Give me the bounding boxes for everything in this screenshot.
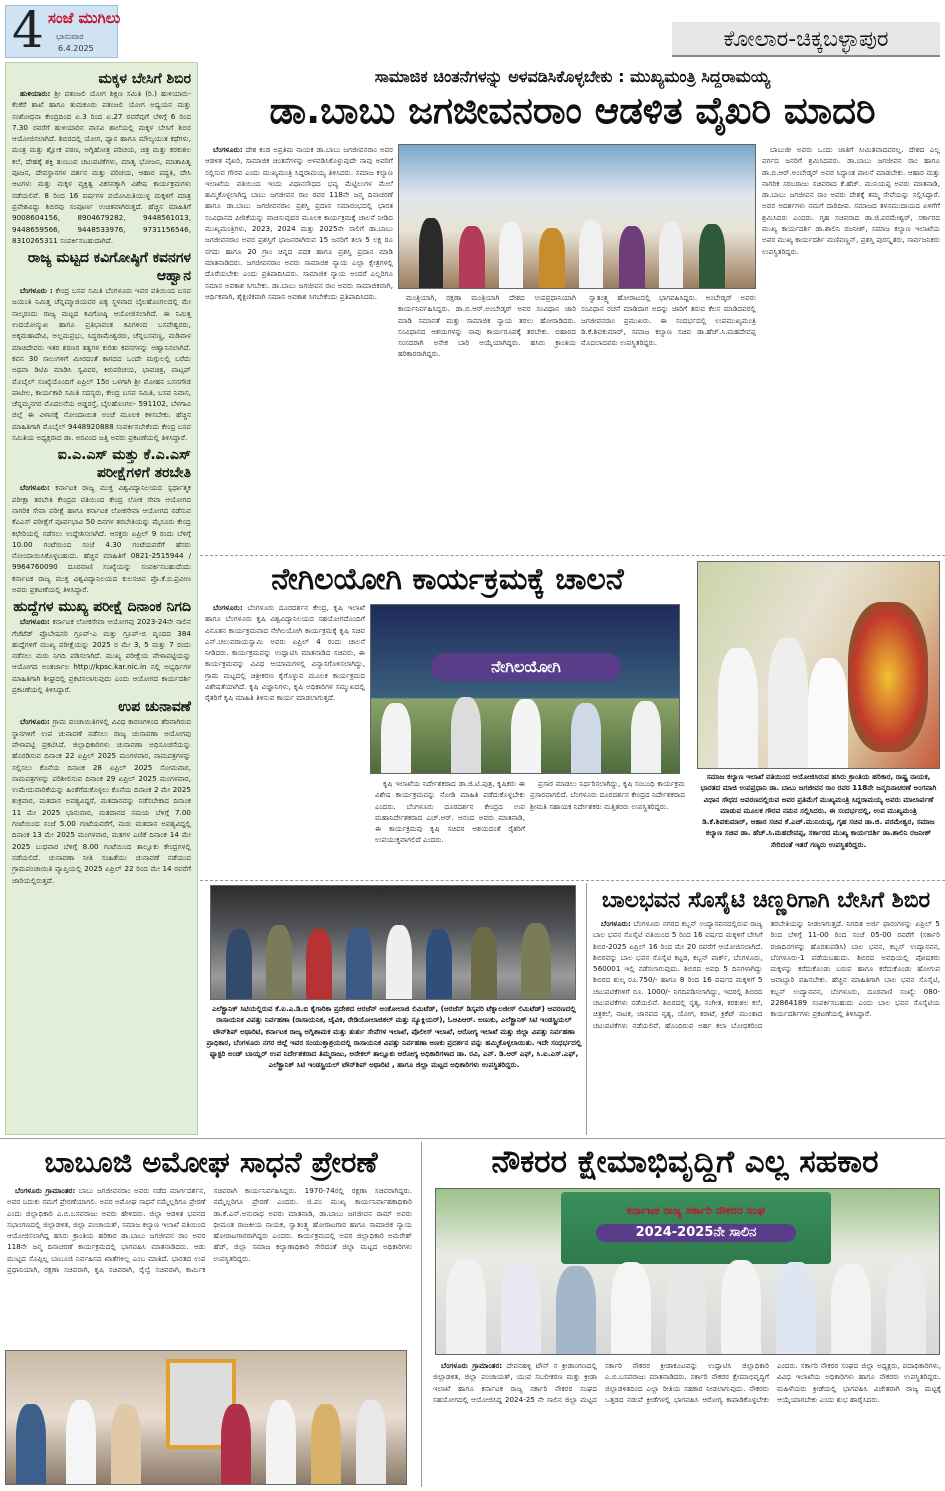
briefs-column xyxy=(5,62,198,1135)
brief xyxy=(12,70,191,246)
negilayogi-launch-photo xyxy=(370,604,680,774)
banner-line-1: ಕರ್ನಾಟಕ ರಾಜ್ಯ ಸರ್ಕಾರಿ ನೌಕರರ ಸಂಘ xyxy=(626,1204,766,1217)
statue-tribute-photo xyxy=(697,561,940,769)
dateline: ಬೆಂಗಳೂರು: xyxy=(213,145,243,154)
section-title: ಕೋಲಾರ-ಚಿಕ್ಕಬಳ್ಳಾಪುರ xyxy=(672,22,940,57)
article-text: ಬೆಂಗಳೂರು ನಗರದ ಕಬ್ಬನ್ ಉದ್ಯಾನವನದಲ್ಲಿರುವ ರಾಜ್ಯ ಬಾಲ ಭವನ ಸೊಸೈಟಿ ವತಿಯಿಂದ 5 ರಿಂದ 16 ವರ್ಷದ ಮಕ್ಕಳಿಗೆ ಬೇಸಿಗೆ ಶಿಬಿರ-2025 ಏಪ್ರಿಲ್ 16 ರಿಂದ ಮೇ 20 ರವರೆಗೆ ಆಯೋಜಿಸಲಾಗಿದೆ. ಶಿಬಿರವನ್ನು ಬಾಲ ಭವನ ಸೊಸೈಟಿ ಕಟ್ಟಡ, ಕಬ್ಬನ್ ಪಾರ್ಕ್, ಬೆಂಗಳೂರು, 560001 ಇಲ್ಲಿ ನಡೆಸಲಾಗುವುದು. ಶಿಬಿರದ ಅವಧಿ 5 ದಿನಗಳಾಗಿದ್ದು ಶಿಬಿರದ ಶುಲ್ಕ ರೂ.750/- ಹಾಗೂ 8 ರಿಂದ 16 ವರ್ಷದ ಮಕ್ಕಳಿಗೆ 5 ಚಟುವಟಿಕೆಗಳಿಗೆ ರೂ. 1000/- ನಿಗದಿಪಡಿಸಲಾಗಿದ್ದು, ಇದರಲ್ಲಿ ಶಿಬಿರದ ಚಟುವಟಿಕೆಗಳು ನಡೆಯಲಿವೆ. ಶಿಬಿರದಲ್ಲಿ ನೃತ್ಯ, ಸಂಗೀತ, ಕರಕುಶಲ ಕಲೆ, ಚಿತ್ರಕಲೆ, ನಾಟಕ, ಜಾನಪದ ನೃತ್ಯ, ಯೋಗ, ಕರಾಟೆ, ಕ್ರಿಕೆಟ್ ಮುಂತಾದ ಚಟುವಟಿಕೆಗಳು ನಡೆಯಲಿವೆ. ಹೊಂದಿರುವ ಅರ್ಹ ಕಲಾ ಬೋಧಕರಿಂದ ತರಬೇತಿಯನ್ನು ನೀಡಲಾಗುತ್ತದೆ. ನಿಗದಿತ ಅರ್ಜಿ ಫಾರಂಗಳನ್ನು ಏಪ್ರಿಲ್ 5 ರಿಂದ ಬೆಳಿಗ್ಗೆ 11-00 ರಿಂದ ಸಂಜೆ 05-00 ರವರೆಗೆ (ಸರ್ಕಾರಿ ರಜಾದಿನಗಳನ್ನು ಹೊರತುಪಡಿಸಿ) ಬಾಲ ಭವನ, ಕಬ್ಬನ್ ಉದ್ಯಾನವನ, ಬೆಂಗಳೂರು-1 ಪಡೆಯಬಹುದು. ಶಿಬಿರದ ಅವಧಿಯಲ್ಲಿ ಪೋಷಕರು ಮಕ್ಕಳನ್ನು ಕರೆದುಕೊಂಡು ಬರುವ ಹಾಗೂ ಕರೆದುಕೊಂಡು ಹೋಗುವ ಜವಾಬ್ದಾರಿ ವಹಿಸಬೇಕು. ಹೆಚ್ಚಿನ ಮಾಹಿತಿಗಾಗಿ ಬಾಲ ಭವನ ಸೊಸೈಟಿ, ಕಬ್ಬನ್ ಉದ್ಯಾನವನ, ಬೆಂಗಳೂರು, ದೂರವಾಣಿ ಸಂಖ್ಯೆ: 080-22864189 ಸಂಪರ್ಕಿಸಬಹುದು ಎಂದು ಬಾಲ ಭವನ ಸೊಸೈಟಿಯ ಕಾರ್ಯದರ್ಶಿಗಳು ಪ್ರಕಟಣೆಯಲ್ಲಿ ತಿಳಿಸಿದ್ದಾರೆ. xyxy=(593,919,940,1030)
banner-line-2: 2024-2025ನೇ ಸಾಲಿನ xyxy=(596,1224,796,1242)
divider xyxy=(586,883,587,1135)
article-text: ಬೆಂಗಳೂರು ದೂರದರ್ಶನ ಕೇಂದ್ರ, ಕೃಷಿ ಇಲಾಖೆ ಹಾಗೂ ಬೆಂಗಳೂರು ಕೃಷಿ ವಿಶ್ವವಿದ್ಯಾನಿಲಯದ ಸಹಯೋಗದೊಂದಿಗೆ ವಿನೂತನ ಕಾರ್ಯಕ್ರಮವಾದ ನೇಗಿಲಯೋಗಿ ಕಾರ್ಯಕ್ರಮಕ್ಕೆ ಕೃಷಿ ಸಚಿವ ಎನ್.ಚಲುವರಾಯಸ್ವಾಮಿ ಅವರು ಏಪ್ರಿಲ್ 4 ರಂದು ಚಾಲನೆ ನೀಡಿದರು. ಕಾರ್ಯಕ್ರಮವನ್ನು ಉದ್ಘಾಟಿಸಿ ಮಾತನಾಡಿದ ಸಚಿವರು, ಈ ಕಾರ್ಯಕ್ರಮವನ್ನು ವಿವಿಧ ಆಯಾಮಗಳಲ್ಲಿ ವಿನ್ಯಾಸಗೊಳಿಸಲಾಗಿದ್ದು, ಗ್ರಾಮ ಮಟ್ಟದಲ್ಲಿ ಚಿತ್ರೀಕರಣ ಕೈಗೊಳ್ಳುವ ಮೂಲಕ ಕಾರ್ಯಕ್ರಮದ ವಿಶೇಷತೆಯಾಗಿದೆ. ಕೃಷಿ ವಿಜ್ಞಾನಿಗಳು, ಕೃಷಿ ಅಧಿಕಾರಿಗಳ ಸಮ್ಮುಖದಲ್ಲಿ ರೈತರಿಗೆ ಕೃಷಿ ಮಾಹಿತಿ ತಿಳಿಸುವ ಕಾರ್ಯ ಮಾಡಲಾಗುತ್ತದೆ. xyxy=(205,603,365,703)
lead-column-2: ಮಂತ್ರಿಯಾಗಿ, ರಕ್ಷಣಾ ಮಂತ್ರಿಯಾಗಿ ದೇಶದ ಉಪಪ್ರಧಾನಿಯಾಗಿ ಕಾರ್ಯನಿರ್ವಹಿಸಿದ್ದರು. ಡಾ.ಬಿ.ಆರ್.ಅಂಬೇಡ್ಕರ್ ಅವರ ಸಂವಿಧಾನ ಜಾರಿ ಮಾಡಿ ಸಮಾನತೆ ಮತ್ತು ಸಾಮಾಜಿಕ ನ್ಯಾಯ ತರಲು ಹೋರಾಡಿದರು. ಸಂವಿಧಾನದ ಆಶಯಗಳನ್ನು ನಾವು ಕಾರ್ಯರೂಪಕ್ಕೆ ತರಬೇಕು. ಬಿಹಾರದ ಸಂಸದರಾಗಿ ಅನೇಕ ಬಾರಿ ಆಯ್ಕೆಯಾಗಿದ್ದರು. ಹಸಿರು ಕ್ರಾಂತಿಯ ಹರಿಕಾರರಾಗಿದ್ದರು. xyxy=(398,293,576,359)
divider xyxy=(0,1138,945,1139)
masthead-day: ಭಾನುವಾರ xyxy=(56,32,84,41)
brief-title: ಐ.ಎ.ಎಸ್ ಮತ್ತು ಕೆ.ಎ.ಎಸ್ ಪರೀಕ್ಷೆಗಳಿಗೆ ತರಬೇತಿ xyxy=(57,447,191,482)
dateline: ಬೆಂಗಳೂರು ಗ್ರಾಮಾಂತರ: xyxy=(15,1186,76,1195)
tribute-photo-caption: ಸಮಾಜ ಕಲ್ಯಾಣ ಇಲಾಖೆ ವತಿಯಿಂದ ಆಯೋಜಿಸಿರುವ ಹಸಿರು ಕ್ರಾಂತಿಯ ಹರಿಕಾರ, ರಾಷ್ಟ್ರ ನಾಯಕ, ಭಾರತದ ಮಾಜಿ ಉಪಪ್ರಧಾನಿ ಡಾ. ಬಾಬು ಜಗಜೀವನ ರಾಂ ರವರ 118ನೇ ಜನ್ಮದಿನಾಚರಣೆ ಅಂಗವಾಗಿ ವಿಧಾನ ಸೌಧದ ಆವರಣದಲ್ಲಿರುವ ಅವರ ಪ್ರತಿಮೆಗೆ ಮುಖ್ಯಮಂತ್ರಿ ಸಿದ್ದರಾಮಯ್ಯ ಅವರು ಮಾಲಾರ್ಪಣೆ ಮಾಡುವ ಮೂಲಕ ಗೌರವ ನಮನ ಸಲ್ಲಿಸಿದರು. ಈ ಸಂದರ್ಭದಲ್ಲಿ, ಉಪ ಮುಖ್ಯಮಂತ್ರಿ ಡಿ.ಕೆ.ಶಿವಕುಮಾರ್, ಆಹಾರ ಸಚಿವ ಕೆ.ಎಚ್.ಮುನಿಯಪ್ಪ, ಗೃಹ ಸಚಿವ ಡಾ.ಜಿ. ಪರಮೇಶ್ವರ, ಸಮಾಜ ಕಲ್ಯಾಣ ಸಚಿವ ಡಾ. ಹೆಚ್.ಸಿ.ಮಹದೇವಪ್ಪ, ಸರ್ಕಾರದ ಮುಖ್ಯ ಕಾರ್ಯದರ್ಶಿ ಡಾ.ಶಾಲಿನಿ ರಜನೀಶ್ ಸೇರಿದಂತೆ ಇತರೆ ಗಣ್ಯರು ಉಪಸ್ಥಿತರಿದ್ದರು. xyxy=(700,772,937,849)
divider xyxy=(421,1142,422,1487)
chemical-drill-photo xyxy=(210,885,576,1000)
brief-title: ಮಕ್ಕಳ ಬೇಸಿಗೆ ಶಿಬಿರ xyxy=(98,71,191,87)
brief-title: ಉಪ ಚುನಾವಣೆ xyxy=(118,699,191,716)
brief xyxy=(12,698,191,885)
negilayogi-headline: ನೇಗಿಲಯೋಗಿ ಕಾರ್ಯಕ್ರಮಕ್ಕೆ ಚಾಲನೆ xyxy=(271,562,624,597)
naukarara-body xyxy=(433,1360,941,1488)
brief-title: ಹುದ್ದೆಗಳ ಮುಖ್ಯ ಪರೀಕ್ಷೆ ದಿನಾಂಕ ನಿಗದಿ xyxy=(13,599,191,616)
award-ceremony-photo xyxy=(398,144,756,289)
dateline: ಬೆಂಗಳೂರು: xyxy=(20,483,50,493)
masthead xyxy=(5,1,121,59)
brief-body: ಕೇಂದ್ರ ಬಸವ ಸಮಿತಿ ಬೆಂಗಳೂರು ಇವರ ವತಿಯಿಂದ ಬಸವ ಜಯಂತಿ ನಿಮಿತ್ತ ಚೆನ್ನಮ್ಮಾಜಿಯವರ ಐಕ್ಯ ಸ್ಥಳವಾದ ಬೈಲಹೊಂಗಲದಲ್ಲಿ ಮೇ ನಾಲ್ಕರಂದು ರಾಜ್ಯ ಮಟ್ಟದ ಕವಿಗೋಷ್ಠಿ ಆಯೋಜಿಸಲಾಗಿದೆ. ಈ ನಿಮಿತ್ತ ಉದಯೋನ್ಮುಖ ಹಾಗೂ ಪ್ರತಿಭಾವಂತ ಕವಿಗಳಿಂದ ಬಸವೇಶ್ವರರು, ಅಕ್ಕಮಹಾದೇವಿ, ಅಲ್ಲಮಪ್ರಭು, ಸಿದ್ಧರಾಮೇಶ್ವರರು, ಚೆನ್ನಬಸವಣ್ಣ, ಮಡಿವಾಳ ಮಾಚಿದೇವರು ಇತರ ಶರಣರ ತತ್ವಗಳ ಕುರಿತು ಕವನಗಳನ್ನು ಆಹ್ವಾನಿಸಲಾಗಿದೆ. ಕವನ 30 ಸಾಲುಗಳಿಗೆ ಮೀರದಂತೆ ಕಾಗದದ ಒಂದೇ ಮಗ್ಗುಲಲ್ಲಿ ಬರೆದು ಅಥವಾ ಡಿಟಿಪಿ ಮಾಡಿಸಿ ಸ್ವವಿವರ, ಕಿರುಪರಿಚಯ, ಭಾವಚಿತ್ರ, ವಾಟ್ಸಪ್ ಮೊಬೈಲ್ ಸಂಖ್ಯೆಯೊಂದಿಗೆ ಏಪ್ರಿಲ್ 15ರ ಒಳಗಾಗಿ ಶ್ರೀ ಮೋಹನ ಬಸನಗೌಡ ಪಾಟೀಲ, ಕಾರ್ಯಕಾರಿ ಸಮಿತಿ ಸದಸ್ಯರು, ಕೇಂದ್ರ ಬಸವ ಸಮಿತಿ, ಬಸವ ನಿವಾಸ, ಚೆನ್ನಮ್ಮನಗರ ಮೊದಲನೆಯ ಅಡ್ಡರಸ್ತೆ, ಬೈಲಹೊಂಗಲ- 591102, ಬೆಳಗಾವಿ ಜಿಲ್ಲೆ ಈ ವಿಳಾಸಕ್ಕೆ ನೋಂದಾಯಿತ ಅಂಚೆ ಮೂಲಕ ಕಳಿಸಬೇಕು. ಹೆಚ್ಚಿನ ಮಾಹಿತಿಗಾಗಿ ಮೊಬೈಲ್ 9448920888 ಸಂಪರ್ಕಿಸಬೇಕೆಂದು ಕೇಂದ್ರ ಬಸವ ಸಮಿತಿಯ ಅಧ್ಯಕ್ಷರಾದ ಡಾ. ಅರವಿಂದ ಜತ್ತಿ ಅವರು ಪ್ರಕಟಣೆಯಲ್ಲಿ ತಿಳಿಸಿದ್ದಾರೆ. xyxy=(12,286,191,443)
dateline: ಬೆಂಗಳೂರು : xyxy=(20,286,53,296)
balabhavana-headline: ಬಾಲಭವನ ಸೊಸೈಟಿ ಚಿಣ್ಣರಿಗಾಗಿ ಬೇಸಿಗೆ ಶಿಬಿರ xyxy=(601,888,931,913)
negilayogi-column-1 xyxy=(205,602,365,877)
babuji-body xyxy=(7,1185,412,1345)
brief xyxy=(12,598,191,695)
dateline: ಬೆಂಗಳೂರು: xyxy=(601,919,631,928)
article-text: ದೇಶ ಕಂಡ ಅಪ್ರತಿಮ ನಾಯಕ ಡಾ.ಬಾಬು ಜಗಜೀವನರಾಂ ಅವರ ಆಡಳಿತ ವೈಖರಿ, ಸಾಮಾಜಿಕ ಚಿಂತನೆಗಳನ್ನು ಅಳವಡಿಸಿಕೊಳ್ಳುವುದೇ ನಾವು ಅವರಿಗೆ ಸಲ್ಲಿಸುವ ಗೌರವ ಎಂದು ಮುಖ್ಯಮಂತ್ರಿ ಸಿದ್ದರಾಮಯ್ಯ ತಿಳಿಸಿದರು. ಸಮಾಜ ಕಲ್ಯಾಣ ಇಲಾಖೆಯ ವತಿಯಿಂದ ಇಂದು ವಿಧಾನಸೌಧದ ಭವ್ಯ ಮೆಟ್ಟಿಲುಗಳ ಮೇಲೆ ಹಮ್ಮಿಕೊಳ್ಳಲಾಗಿದ್ದ ಬಾಬು ಜಗಜೀವನ ರಾಂ ರವರ 118ನೇ ಜನ್ಮ ದಿನಾಚರಣೆ ಹಾಗೂ ಡಾ.ಬಾಬು ಜಗಜೀವನರಾಂ ಪ್ರಶಸ್ತಿ ಪ್ರದಾನ ಸಮಾರಂಭದಲ್ಲಿ ಭಾರತ ಸಂವಿಧಾನದ ಪೀಠಿಕೆಯನ್ನು ವಾಚಿಸುವುದರ ಮೂಲಕ ಕಾರ್ಯಕ್ರಮಕ್ಕೆ ಚಾಲನೆ ನೀಡಿದ ಮುಖ್ಯಮಂತ್ರಿಗಳು, 2023, 2024 ಮತ್ತು 2025ನೇ ಸಾಲಿಗೆ ಡಾ.ಬಾಬು ಜಗಜೀವನರಾಂ ಅವರ ಪ್ರಶಸ್ತಿಗೆ ಭಾಜನರಾಗಿರುವ 15 ಜನರಿಗೆ ತಲಾ 5 ಲಕ್ಷ ರೂ ನಗದು ಹಾಗೂ 20 ಗ್ರಾಂ ಚಿನ್ನದ ಪದಕ ಹಾಗೂ ಪ್ರಶಸ್ತಿ ಪ್ರದಾನ ಮಾಡಿ ಮಾತನಾಡಿದರು. ಜಗಜೀವನರಾಂ ಅವರು ಸಾಮಾಜಿಕ ನ್ಯಾಯ ಎಲ್ಲಾ ಕ್ಷೇತ್ರಗಳಲ್ಲಿ ದೊರೆಯಬೇಕು ಎಂದು ಪ್ರತಿಪಾದಿಸಿದರು. ಸಾಮಾಜಿಕ ನ್ಯಾಯ ಅಂದರೆ ಎಲ್ಲರಿಗೂ ಸಮಾನ ಅವಕಾಶ ಸಿಗಬೇಕು. ಡಾ.ಬಾಬು ಜಗಜೀವನ ರಾಂ ಅವರು ಸಾಮಾಜಿಕವಾಗಿ, ಆರ್ಥಿಕವಾಗಿ, ಶೈಕ್ಷಣಿಕವಾಗಿ ಸಮಾನ ಅವಕಾಶ ಸಿಗಬೇಕೆಂದು ಪ್ರತಿಪಾದಿಸಿದರು. xyxy=(205,145,393,301)
negilayogi-column-3: ಪ್ರಸಾರ ಮಾಡಲು ನಿರ್ಧರಿಸಲಾಗಿದ್ದು, ಕೃಷಿ ಸಂಬಂಧಿ ಕಾರ್ಯಕ್ರಮ ಪ್ರಸಾರವಾಗಲಿದೆ. ಬೆಂಗಳೂರು ದೂರದರ್ಶನ ಕೇಂದ್ರದ ನಿರ್ದೇಶಕರಾದ ಶ್ರೀಮತಿ ಸಹಾಯಕ ನಿರ್ದೇಶಕರು ಮತ್ತಿತರರು ಉಪಸ್ಥಿತರಿದ್ದರು. xyxy=(530,779,685,811)
lead-headline: ಡಾ.ಬಾಬು ಜಗಜೀವನರಾಂ ಆಡಳಿತ ವೈಖರಿ ಮಾದರಿ xyxy=(269,89,876,132)
dateline: ಬೆಂಗಳೂರು: xyxy=(20,617,50,627)
dateline: ಬೆಂಗಳೂರು: xyxy=(213,603,243,612)
babuji-headline: ಬಾಬೂಜಿ ಅಮೋಘ ಸಾಧನೆ ಪ್ರೇರಣೆ xyxy=(44,1145,378,1179)
negilayogi-banner: ನೇಗಿಲಯೋಗಿ xyxy=(431,653,621,681)
masthead-date: 6.4.2025 xyxy=(58,44,94,53)
brief-body: ಗ್ರಾಮ ಪಂಚಾಯಿತಿಗಳಲ್ಲಿ ವಿವಿಧ ಕಾರಣಗಳಿಂದ ತೆರವಾಗಿರುವ ಸ್ಥಾನಗಳಿಗೆ ಉಪ ಚುನಾವಣೆ ನಡೆಸಲು ರಾಜ್ಯ ಚುನಾವಣಾ ಆಯೋಗವು ವೇಳಾಪಟ್ಟಿ ಪ್ರಕಟಿಸಿದೆ. ಜಿಲ್ಲಾಧಿಕಾರಿಗಳು ಚುನಾವಣಾ ಅಧಿಸೂಚನೆಯನ್ನು ಹೊರಡಿಸುವ ದಿನಾಂಕ 22 ಏಪ್ರಿಲ್ 2025 ಮಂಗಳವಾರ, ನಾಮಪತ್ರಗಳನ್ನು ಸಲ್ಲಿಸಲು ಕೊನೆಯ ದಿನಾಂಕ 28 ಏಪ್ರಿಲ್ 2025 ಸೋಮವಾರ, ನಾಮಪತ್ರಗಳನ್ನು ಪರಿಶೀಲಿಸುವ ದಿನಾಂಕ 29 ಏಪ್ರಿಲ್ 2025 ಮಂಗಳವಾರ, ಉಮೇದುವಾರಿಕೆಯನ್ನು ಹಿಂತೆಗೆದುಕೊಳ್ಳಲು ಕೊನೆಯ ದಿನಾಂಕ 2 ಮೇ 2025 ಶುಕ್ರವಾರ, ಮತದಾನ ಅವಶ್ಯವಿದ್ದರೆ, ಮತದಾನವನ್ನು ನಡೆಸಬೇಕಾದ ದಿನಾಂಕ 11 ಮೇ 2025 ಭಾನುವಾರ, ಮತದಾನದ ಸಮಯ ಬೆಳಿಗ್ಗೆ 7.00 ಗಂಟೆಯಿಂದ ಸಂಜೆ 5.00 ಗಂಟೆಯವರೆಗೆ, ಮರು ಮತದಾನ ಅವಶ್ಯವಿದ್ದಲ್ಲಿ ದಿನಾಂಕ 13 ಮೇ 2025 ಮಂಗಳವಾರ, ಮತಗಳ ಎಣಿಕೆ ದಿನಾಂಕ 14 ಮೇ 2025 ಬುಧವಾರ ಬೆಳಿಗ್ಗೆ 8.00 ಗಂಟೆಯಿಂದ ತಾಲ್ಲೂಕು ಕೇಂದ್ರಗಳಲ್ಲಿ ನಡೆಯಲಿದೆ. ಚುನಾವಣಾ ನೀತಿ ಸಂಹಿತೆಯು ಚುನಾವಣೆ ನಡೆಯುವ ಗ್ರಾಮಪಂಚಾಯಿತಿ ವ್ಯಾಪ್ತಿಯಲ್ಲಿ 2025 ಏಪ್ರಿಲ್ 22 ರಿಂದ ಮೇ 14 ರವರೆಗೆ ಜಾರಿಯಲ್ಲಿರುತ್ತದೆ. xyxy=(12,717,191,885)
dateline: ಬೆಂಗಳೂರು ಗ್ರಾಮಾಂತರ: xyxy=(441,1361,503,1370)
brief xyxy=(12,249,191,443)
naukarara-headline: ನೌಕರರ ಕ್ಷೇಮಾಭಿವೃದ್ಧಿಗೆ ಎಲ್ಲ ಸಹಕಾರ xyxy=(491,1144,879,1180)
lead-column-1 xyxy=(205,144,393,550)
article-text: ದೇವನಹಳ್ಳಿ ಟೌನ್ ನ ಕ್ರೀಡಾಂಗಣದಲ್ಲಿ ಜಿಲ್ಲಾಡಳಿತ, ಜಿಲ್ಲಾ ಪಂಚಾಯತ್, ಯುವ ಸಬಲೀಕರಣ ಮತ್ತು ಕ್ರೀಡಾ ಇಲಾಖೆ ಹಾಗೂ ಕರ್ನಾಟಕ ರಾಜ್ಯ ಸರ್ಕಾರಿ ನೌಕರರ ಸಂಘದ ಸಹಯೋಗದಲ್ಲಿ ಆಯೋಜಿಸಿದ್ದ 2024-25 ನೇ ಸಾಲಿನ ಜಿಲ್ಲಾ ಮಟ್ಟದ ಸರ್ಕಾರಿ ನೌಕರರ ಕ್ರೀಡಾಕೂಟವನ್ನು ಉದ್ಘಾಟಿಸಿ ಜಿಲ್ಲಾಧಿಕಾರಿ ಎ.ಬಿ.ಬಸವರಾಜು ಮಾತನಾಡಿದರು. ಸರ್ಕಾರಿ ನೌಕರರ ಕ್ಷೇಮಾಭಿವೃದ್ಧಿಗೆ ಜಿಲ್ಲಾಡಳಿತದಿಂದ ಎಲ್ಲಾ ರೀತಿಯ ಸಹಕಾರ ನೀಡಲಾಗುವುದು. ನೌಕರರು ಒತ್ತಡದ ನಡುವೆ ಕ್ರೀಡೆಗಳಲ್ಲಿ ಭಾಗವಹಿಸಿ ಆರೋಗ್ಯ ಕಾಪಾಡಿಕೊಳ್ಳಬೇಕು ಎಂದರು. ಸರ್ಕಾರಿ ನೌಕರರ ಸಂಘದ ಜಿಲ್ಲಾ ಅಧ್ಯಕ್ಷರು, ಪದಾಧಿಕಾರಿಗಳು, ವಿವಿಧ ಇಲಾಖೆಯ ಅಧಿಕಾರಿಗಳು ಹಾಗೂ ನೌಕರರು ಉಪಸ್ಥಿತರಿದ್ದರು. ಮಹಿಳೆಯರು ಕ್ರೀಡೆಯಲ್ಲಿ ಭಾಗವಹಿಸಿ ವಿಜೇತರಾಗಿ ರಾಜ್ಯ ಮಟ್ಟಕ್ಕೆ ಆಯ್ಕೆಯಾಗಬೇಕು ಎಂದು ಶುಭ ಹಾರೈಸಿದರು. xyxy=(433,1361,941,1404)
balabhavana-body xyxy=(593,918,940,1133)
newspaper-logo: ಸಂಜೆ ಮುಗಿಲು xyxy=(48,9,121,27)
brief-body: ಶ್ರೀ ಪತಂಜಲಿ ಯೋಗ ಶಿಕ್ಷಣ ಸಮಿತಿ (ರಿ.) ಹುಳಿಯಾರು-ಕೆಂಕೆರೆ ಶಾಖೆ ಹಾಗೂ ತುಮಕೂರು ಪತಂಜಲಿ ಯೋಗ ಅಧ್ಯಯನ ಮತ್ತು ಸಂಶೋಧನಾ ಕೇಂದ್ರದಿಂದ ಏ.3 ರಿಂದ ಏ.27 ರವರೆವುಗೆ ಬೆಳಿಗ್ಗೆ 6 ರಿಂದ 7.30 ರವರೆಗೆ ಹುಳಿಯಾರಿನ ವಾಸವಿ ಶಾಲೆಯಲ್ಲಿ ಮಕ್ಕಳ ಬೇಸಿಗೆ ಶಿಬಿರ ಆಯೋಜಿಸಲಾಗಿದೆ. ಶಿಬಿರದಲ್ಲಿ ಯೋಗ, ಧ್ಯಾನ ಹಾಗೂ ಮೌಲ್ಯಯುತ ಕಥೆಗಳು, ಮಂತ್ರ ಮತ್ತು ಶ್ಲೋಕ ಪಠಣ, ಅಗ್ನಿಹೋತ್ರ ಪರಿಚಯ, ಚಿತ್ರ ಮತ್ತು ಕರಕುಶಲ ಕಲೆ, ದೇಹಕ್ಕೆ ಶಕ್ತಿ ತುಂಬುವ ಚಟುವಟಿಕೆಗಳು, ಮಾತೃ ಭೋಜನ, ಮಾತಾಪಿತೃ ಪೂಜನ, ದೇವಸ್ಥಾನಗಳ ದರ್ಶನ ಮತ್ತು ಪರಿಚಯ, ಆಹಾರ ಪದ್ಧತಿ, ದೇಸಿ ಆಟಗಳು ಮತ್ತು ಮಕ್ಕಳ ವ್ಯಕ್ತಿತ್ವ ವಿಕಸನಕ್ಕಾಗಿ ವಿಶೇಷ ಕಾರ್ಯಕ್ರಮಗಳು ನಡೆಯಲಿವೆ. 8 ರಿಂದ 16 ವರ್ಷಗಳ ವಯೋಮಿತಿಯುಳ್ಳ ಮಕ್ಕಳಿಗೆ ಮಾತ್ರ ಪ್ರವೇಶವಿದ್ದು ಶಿಬಿರವು ಸಂಪೂರ್ಣ ಉಚಿತವಾಗಿರುತ್ತದೆ. ಹೆಚ್ಚಿನ ಮಾಹಿತಿಗೆ 9008604156, 8904679282, 9448561013, 9448659566, 9448533976, 9731156546, 8310265311 ಸಂಪರ್ಕಿಸಬಹುದಾಗಿದೆ. xyxy=(12,89,191,245)
lead-column-3: ಸ್ವಾತಂತ್ರ್ಯ ಹೋರಾಟದಲ್ಲಿ ಭಾಗವಹಿಸಿದ್ದರು. ಅಂಬೇಡ್ಕರ್ ಅವರು ಸಂವಿಧಾನ ರಚನೆ ಮಾಡಿದಾಗ ಅದನ್ನು ಜಾರಿಗೆ ತರುವ ಕೆಲಸ ಮಾಡಿದವರಲ್ಲಿ ಜಗಜೀವನರಾಂ ಪ್ರಮುಖರು. ಈ ಸಂದರ್ಭದಲ್ಲಿ ಉಪಮುಖ್ಯಮಂತ್ರಿ ಡಿ.ಕೆ.ಶಿವಕುಮಾರ್, ಸಮಾಜ ಕಲ್ಯಾಣ ಸಚಿವ ಡಾ.ಹೆಚ್.ಸಿ.ಮಹದೇವಪ್ಪ ಮೊದಲಾದವರು ಉಪಸ್ಥಿತರಿದ್ದರು. xyxy=(581,293,756,348)
article-text: ಬಾಬು ಜಗಜೀವನರಾಂ ಅವರು ನಡೆದ ಮಾರ್ಗದರ್ಶನ, ಅವರ ಬದುಕು ನಮಗೆ ಪ್ರೇರಣೆಯಾಗಲಿ. ಅವರ ಅಮೋಘ ಸಾಧನೆ ನಮ್ಮೆಲ್ಲರಿಗೂ ಪ್ರೇರಣೆ ಎಂದು ಜಿಲ್ಲಾಧಿಕಾರಿ ಎ.ಬಿ.ಬಸವರಾಜು ಅವರು ಹೇಳಿದರು. ಜಿಲ್ಲಾ ಆಡಳಿತ ಭವನದ ಸಭಾಂಗಣದಲ್ಲಿ ಜಿಲ್ಲಾಡಳಿತ, ಜಿಲ್ಲಾ ಪಂಚಾಯತ್, ಸಮಾಜ ಕಲ್ಯಾಣ ಇಲಾಖೆ ವತಿಯಿಂದ ಆಯೋಜಿಸಲಾಗಿದ್ದ ಹಸಿರು ಕ್ರಾಂತಿಯ ಹರಿಕಾರ ಡಾ.ಬಾಬು ಜಗಜೀವನ ರಾಂ ಅವರ 118ನೇ ಜನ್ಮ ದಿನಾಚರಣೆ ಕಾರ್ಯಕ್ರಮದಲ್ಲಿ ಭಾಗವಹಿಸಿ ಮಾತನಾಡಿದರು. ಆಡು ಮುಟ್ಟದ ಸೊಪ್ಪಿಲ್ಲ ಬಾಬೂಜಿ ನಿರ್ವಹಿಸದ ಖಾತೆಗಳಿಲ್ಲ ಎಂಬ ಮಾತಿದೆ. ಭಾರತದ ಉಪ ಪ್ರಧಾನಿಯಾಗಿ, ರಕ್ಷಣಾ ಸಚಿವರಾಗಿ, ಕೃಷಿ ಸಚಿವರಾಗಿ, ರೈಲ್ವೆ ಸಚಿವರಾಗಿ, ಕಾರ್ಮಿಕ ಸಚಿವರಾಗಿ ಕಾರ್ಯನಿರ್ವಹಿಸಿದ್ದರು. 1970-74ರಲ್ಲಿ ರಕ್ಷಣಾ ಸಚಿವರಾಗಿದ್ದರು. ನಮ್ಮೆಲ್ಲರಿಗೂ ಪ್ರೇರಣೆ ಎಂದರು. ಜಿ.ಪಂ ಮುಖ್ಯ ಕಾರ್ಯನಿರ್ವಾಹಕಾಧಿಕಾರಿ ಡಾ.ಕೆ.ಎನ್.ಅನುರಾಧ ಅವರು ಮಾತನಾಡಿ, ಡಾ.ಬಾಬು ಜಗಜೀವನ ರಾಮ್ ಅವರು ಧೀಮಂತ ರಾಜಕೀಯ ನಾಯಕ, ಸ್ವಾತಂತ್ರ್ಯ ಹೋರಾಟಗಾರ ಹಾಗೂ ಸಾಮಾಜಿಕ ನ್ಯಾಯ ಹೋರಾಟಗಾರರಾಗಿದ್ದರು ಎಂದರು. ಕಾರ್ಯಕ್ರಮದಲ್ಲಿ ಅಪರ ಜಿಲ್ಲಾಧಿಕಾರಿ ಅಮರೇಶ್ ಹೆಚ್, ಜಿಲ್ಲಾ ಸಮಾಜ ಕಲ್ಯಾಣಾಧಿಕಾರಿ ಸೇರಿದಂತೆ ಜಿಲ್ಲಾ ಮಟ್ಟದ ಅಧಿಕಾರಿಗಳು ಉಪಸ್ಥಿತರಿದ್ದರು. xyxy=(7,1186,412,1275)
lead-kicker: ಸಾಮಾಜಿಕ ಚಿಂತನೆಗಳನ್ನು ಅಳವಡಿಸಿಕೊಳ್ಳಬೇಕು : ಮುಖ್ಯಮಂತ್ರಿ ಸಿದ್ದರಾಮಯ್ಯ xyxy=(374,67,771,86)
brief xyxy=(12,446,191,595)
sports-meet-photo xyxy=(435,1188,940,1355)
page-number: 4 xyxy=(12,1,44,59)
lead-header xyxy=(205,66,940,142)
divider xyxy=(200,880,945,881)
babuji-portrait-photo xyxy=(5,1350,407,1485)
brief-body: ಕರ್ನಾಟಕ ಲೋಕಸೇವಾ ಆಯೋಗವು 2023-24ನೇ ಸಾಲಿನ ಗೆಜೆಟೆಡ್ ಪ್ರೊಬೇಷನರಿ ಗ್ರೂಪ್-ಎ ಮತ್ತು ಗ್ರೂಪ್-ಬಿ ವೃಂದದ 384 ಹುದ್ದೆಗಳಿಗೆ ಮುಖ್ಯ ಪರೀಕ್ಷೆಯನ್ನು 2025 ರ ಮೇ 3, 5 ಮತ್ತು 7 ರಂದು ನಡೆಸಲು ಮರು ನಿಗದಿ ಪಡಿಸಲಾಗಿದೆ. ಮುಖ್ಯ ಪರೀಕ್ಷೆಯ ವೇಳಾಪಟ್ಟಿಯನ್ನು ಆಯೋಗದ ಅಂತರ್ಜಾಲ http://kpsc.kar.nic.in ನಲ್ಲಿ ಅಭ್ಯರ್ಥಿಗಳ ಮಾಹಿತಿಗಾಗಿ ಶೀಘ್ರದಲ್ಲಿ ಪ್ರಕಟಿಸಲಾಗುವುದು ಎಂದು ಆಯೋಗದ ಕಾರ್ಯದರ್ಶಿ ಪ್ರಕಟಣೆಯಲ್ಲಿ ತಿಳಿಸಿದ್ದಾರೆ. xyxy=(12,617,191,695)
divider xyxy=(200,555,945,556)
drill-photo-caption: ಎಲೆಕ್ಟ್ರಾನಿಕ್ ಸಿಟಿಯಲ್ಲಿರುವ ಕೆ.ಐ.ಎ.ಡಿ.ಬಿ ಕೈಗಾರಿಕಾ ಪ್ರದೇಶದ ಆರಜೆನ್ ಅಂಕೋಲಾಜಿ ಲಿಮಿಟೆಡ್, (ಆರಜೆನ್ ಡಿಸ್ಕವರಿ ಟೆಕ್ನಾಲಜೀಸ್ ಲಿಮಿಟೆಡ್) ಆವರಣದಲ್ಲಿ ರಾಸಾಯನಿಕ ವಿಪತ್ತು ನಿರ್ವಹಣಾ (ರಾಸಾಯನಿಕ, ಜೈವಿಕ, ರೇಡಿಯೋಲಾಜಿಕಲ್ ಮತ್ತು ನ್ಯೂಕ್ಲಿಯರ್), ಓಆಪಿಆರ್. ಅಣುಕು, ಎಲೆಕ್ಟ್ರಾನಿಕ್ ಸಿಟಿ ಇಂಡಸ್ಟ್ರಿಯಲ್ ಟೌನ್‌ಶಿಪ್ ಅಥಾರಿಟಿ, ಕರ್ನಾಟಕ ರಾಜ್ಯ ಅಗ್ನಿಶಾಮಕ ಮತ್ತು ತುರ್ತು ಸೇವೆಗಳ ಇಲಾಖೆ, ಪೊಲೀಸ್ ಇಲಾಖೆ, ಆರೋಗ್ಯ ಇಲಾಖೆ ಮತ್ತು ಜಿಲ್ಲಾ ವಿಪತ್ತು ನಿರ್ವಹಣಾ ಪ್ರಾಧಿಕಾರ, ಬೆಂಗಳೂರು ನಗರ ಜಿಲ್ಲೆ ಇವರ ಸಂಯುಕ್ತಾಶ್ರಯದಲ್ಲಿ ರಾಸಾಯನಿಕ ವಿಪತ್ತು ನಿರ್ವಹಣಾ ಅಣಕು ಪ್ರದರ್ಶನ ವನ್ನು ಹಮ್ಮಿಕೊಳ್ಳಲಾಯಿತು. ಇದೇ ಸಂಧರ್ಭದಲ್ಲಿ ಫ್ಯಾಕ್ಟರಿ ಅಂಡ್ ಬಾಯ್ಲರ್ ಉಪ ನಿರ್ದೇಶಕರಾದ ತಿಮ್ಮರಾಜು, ಆನೇಕಲ್ ತಾಲ್ಲೂಕು ಆರೋಗ್ಯ ಅಧಿಕಾರಿಗಳಾದ ಡಾ. ರವಿ, ಎನ್. ಡಿ.ಆರ್ ಎಫ್, ಸಿ.ಐ.ಎಸ್.ಎಫ್, ಎಲೆಕ್ಟ್ರಾನಿಕ್ ಸಿಟಿ ಇಂಡಸ್ಟ್ರಿಯಲ್ ಟೌನ್‌ಶಿಪ್ ಅಥಾರಿಟಿ , ಹಾಗೂ ಜಿಲ್ಲಾ ಮಟ್ಟದ ಅಧಿಕಾರಿಗಳು ಉಪಸ್ಥಿತರಿದ್ದರು. xyxy=(206,1004,582,1070)
lead-column-4: ಬಾಬುಜೀ ಅವರು ಒಂದು ಜಾತಿಗೆ ಸೀಮಿತವಾದವರಲ್ಲ. ದೇಶದ ಎಲ್ಲ ವರ್ಗದ ಜನರಿಗೆ ಶ್ರಮಿಸಿದವರು. ಡಾ.ಬಾಬು ಜಗಜೀವನ ರಾಂ ಹಾಗೂ ಡಾ.ಬಿ.ಆರ್.ಅಂಬೇಡ್ಕರ್ ಅವರ ಸಿದ್ಧಾಂತ ಪಾಲನೆ ಮಾಡಬೇಕು. ಆಹಾರ ಮತ್ತು ನಾಗರಿಕ ಸರಬರಾಜು ಸಚಿವರಾದ ಕೆ.ಹೆಚ್. ಮುನಿಯಪ್ಪ ಅವರು ಮಾತನಾಡಿ, ಡಾ.ಬಾಬು ಜಗಜೀವನ ರಾಂ ಅವರು ದೇಶಕ್ಕೆ ತಮ್ಮ ಸೇವೆಯನ್ನು ಸಲ್ಲಿಸಿದ್ದಾರೆ. ಅವರ ಆದರ್ಶಗಳು ನಮಗೆ ದಾರಿದೀಪ. ಸಮಾಜದ ತಳಸಮುದಾಯದ ಏಳಿಗೆಗೆ ಶ್ರಮಿಸಿದರು ಎಂದರು. ಗೃಹ ಸಚಿವರಾದ ಡಾ.ಜಿ.ಪರಮೇಶ್ವರ್, ಸರ್ಕಾರದ ಮುಖ್ಯ ಕಾರ್ಯದರ್ಶಿ ಡಾ.ಶಾಲಿನಿ ರಜನೀಶ್, ಸಮಾಜ ಕಲ್ಯಾಣ ಇಲಾಖೆಯ ಅಪರ ಮುಖ್ಯ ಕಾರ್ಯದರ್ಶಿ ಮಣಿವಣ್ಣನ್, ಪ್ರಶಸ್ತಿ ಪುರಸ್ಕೃತರು, ಸಾರ್ವಜನಿಕರು ಉಪಸ್ಥಿತರಿದ್ದರು. xyxy=(762,145,940,256)
negilayogi-column-2: ಕೃಷಿ ಇಲಾಖೆಯ ನಿರ್ದೇಶಕರಾದ ಡಾ.ಜಿ.ಟಿ.ಪುತ್ರ, ಕೃಷಿಕರು ಈ ವಿಶೇಷ ಕಾರ್ಯಕ್ರಮವನ್ನು ನೋಡಿ ಮಾಹಿತಿ ಪಡೆದುಕೊಳ್ಳಬೇಕು ಎಂದರು. ಬೆಂಗಳೂರು ದೂರದರ್ಶನ ಕೇಂದ್ರದ ಉಪ ಮಹಾನಿರ್ದೇಶಕರಾದ ಎಚ್.ಆರ್. ಆನಂದ ಅವರು ಮಾತನಾಡಿ, ಈ ಕಾರ್ಯಕ್ರಮವು ಕೃಷಿ ಸಚಿವರ ಆಶಯದಂತೆ ರೈತರಿಗೆ ಉಪಯುಕ್ತವಾಗಲಿದೆ ಎಂದರು. xyxy=(375,779,525,845)
brief-title: ರಾಜ್ಯ ಮಟ್ಟದ ಕವಿಗೋಷ್ಠಿಗೆ ಕವನಗಳ ಆಹ್ವಾನ xyxy=(27,250,191,285)
brief-body: ಕರ್ನಾಟಕ ರಾಜ್ಯ ಮುಕ್ತ ವಿಶ್ವವಿದ್ಯಾನಿಲಯದ ಸ್ಪರ್ಧಾತ್ಮಕ ಪರೀಕ್ಷಾ ತರಬೇತಿ ಕೇಂದ್ರದ ವತಿಯಿಂದ ಕೇಂದ್ರ ಲೋಕ ಸೇವಾ ಆಯೋಗದ ನಾಗರಿಕ ಸೇವಾ ಪರೀಕ್ಷೆ ಹಾಗೂ ಕರ್ನಾಟಕ ಲೋಕಸೇವಾ ಆಯೋಗದ ನಡೆಸುವ ಕೆಎಎಸ್ ಪರೀಕ್ಷೆಗೆ ಪೂರ್ವಭಾವಿ 50 ದಿನಗಳ ತರಬೇತಿಯನ್ನು ಮೈಸೂರು ಕೇಂದ್ರ ಕಛೇರಿಯಲ್ಲಿ ನಡೆಸಲು ಉದ್ದೇಶಿಸಲಾಗಿದೆ. ಆಸಕ್ತರು ಏಪ್ರಿಲ್ 9 ರಂದು ಬೆಳಿಗ್ಗೆ 10.00 ಗಂಟೆಯಿಂದ ಸಂಜೆ 4.30 ಗಂಟೆಯವರೆಗೆ ಹೆಸರು ನೋಂದಾಯಿಸಿಕೊಳ್ಳಬಹುದು. ಹೆಚ್ಚಿನ ಮಾಹಿತಿಗೆ 0821-2515944 / 9964760090 ದೂರವಾಣಿ ಸಂಖ್ಯೆಯನ್ನು ಸಂಪರ್ಕಿಸಬಹುದೆಂದು ಕರ್ನಾಟಕ ರಾಜ್ಯ ಮುಕ್ತ ವಿಶ್ವವಿದ್ಯಾನಿಲಯದ ಕುಲಸಚಿವ ಪ್ರೊ.ಕೆ.ಬಿ.ಪ್ರವೀಣ ಅವರು ಪ್ರಕಟಣೆಯಲ್ಲಿ ತಿಳಿಸಿದ್ದಾರೆ. xyxy=(12,483,191,594)
dateline: ಬೆಂಗಳೂರು: xyxy=(20,717,50,727)
dateline: ಹುಳಿಯಾರು: xyxy=(20,89,51,98)
event-banner xyxy=(561,1192,831,1264)
